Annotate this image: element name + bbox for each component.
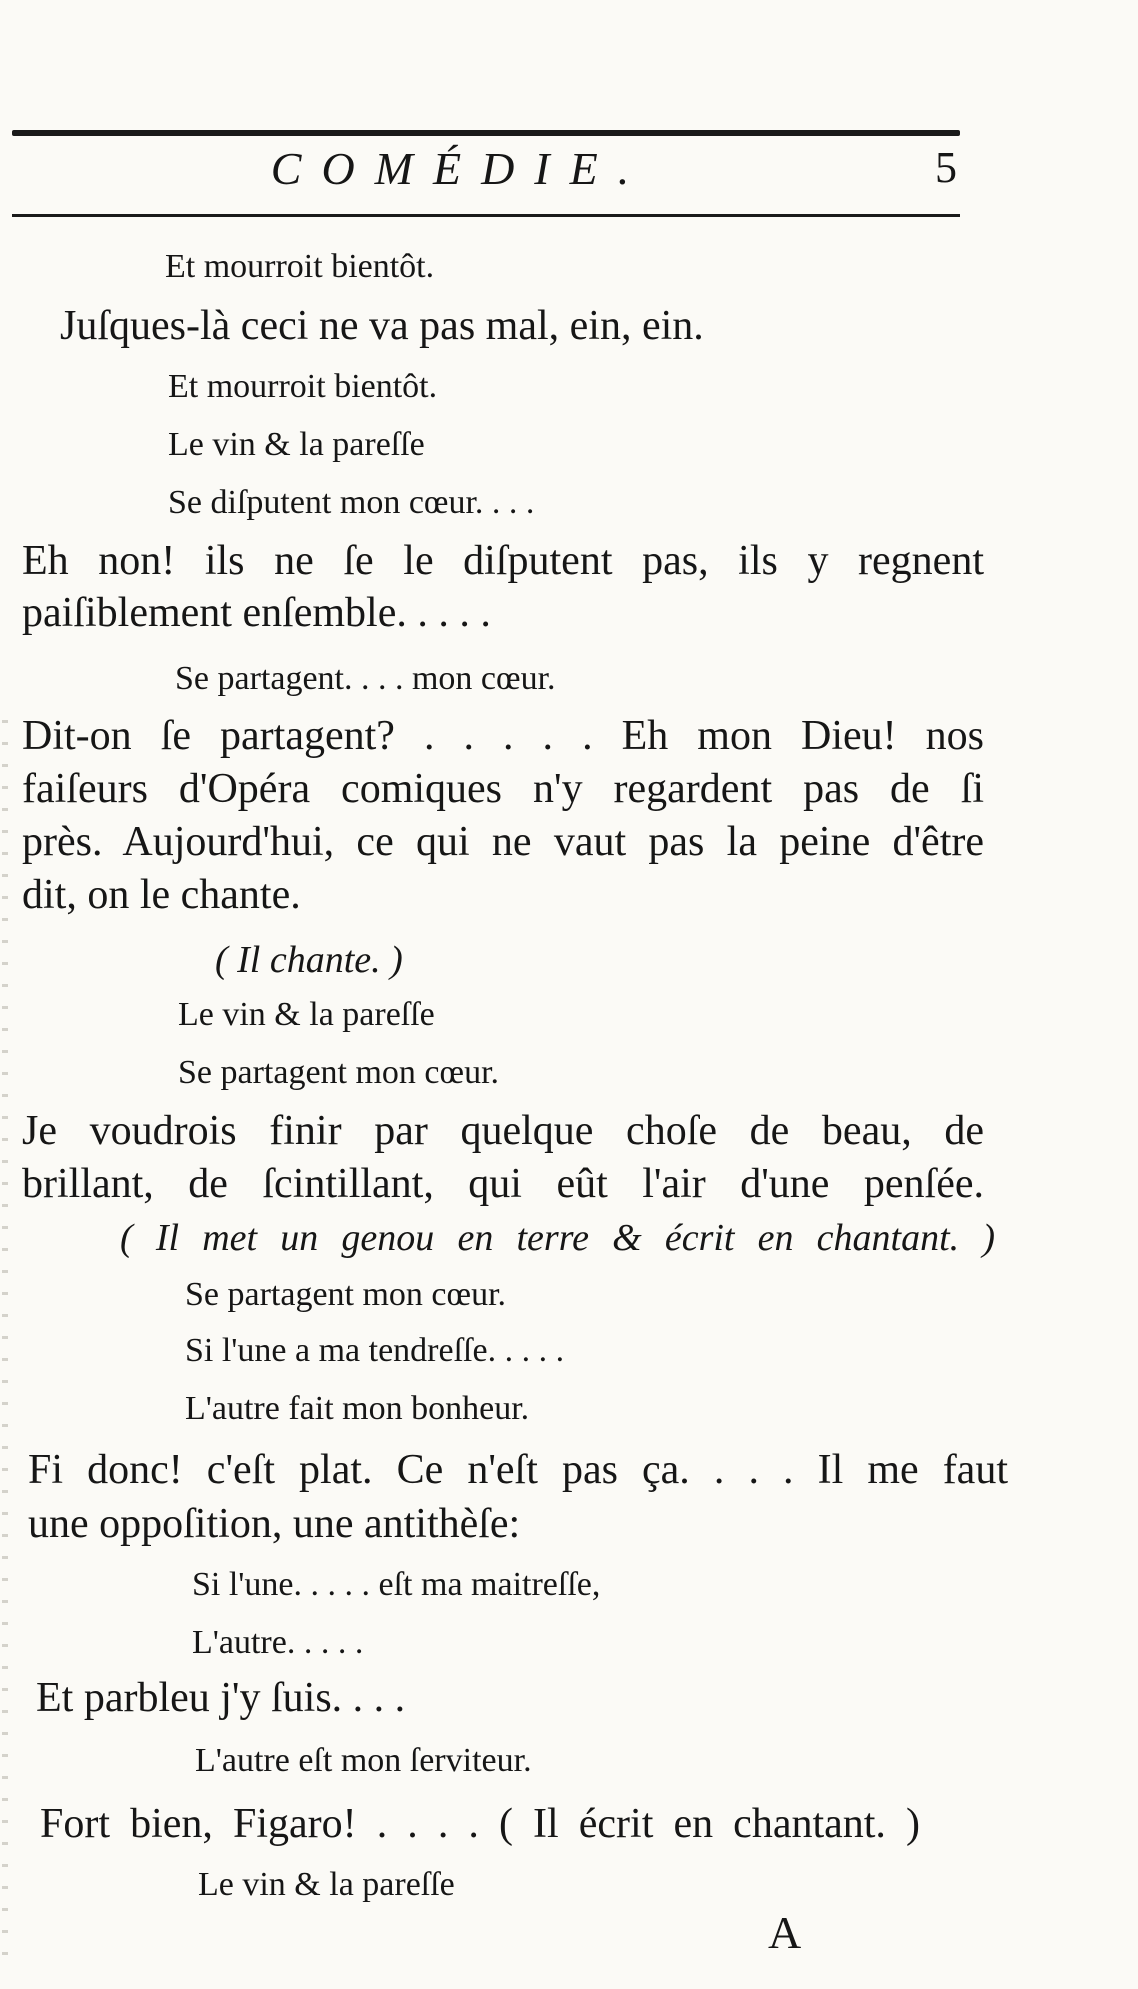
stage-direction: ( Il chante. ) — [215, 939, 403, 981]
song-line: L'autre. . . . . — [192, 1624, 364, 1661]
header-rule-bottom — [12, 214, 960, 217]
prose-line: brillant, de ſcintillant, qui eût l'air d'une penſée. — [22, 1161, 984, 1207]
song-line: L'autre eſt mon ſerviteur. — [195, 1742, 532, 1779]
song-line: Le vin & la pareſſe — [178, 996, 435, 1033]
prose-line: dit, on le chante. — [22, 872, 301, 918]
song-line: Se partagent. . . . mon cœur. — [175, 660, 556, 697]
prose-line: Juſques-là ceci ne va pas mal, ein, ein. — [60, 303, 704, 349]
prose-line: une oppoſition, une antithèſe: — [28, 1501, 521, 1547]
prose-line: paiſiblement enſemble. . . . . — [22, 590, 491, 636]
prose-line: Fi donc! c'eſt plat. Ce n'eſt pas ça. . . . Il me faut — [28, 1447, 1008, 1493]
prose-line: faiſeurs d'Opéra comiques n'y regardent pas de ſi — [22, 766, 984, 812]
song-line: Se partagent mon cœur. — [185, 1276, 507, 1313]
song-line: Le vin & la pareſſe — [168, 426, 425, 463]
prose-line: Fort bien, Figaro! . . . . ( Il écrit en chantant. ) — [40, 1801, 920, 1847]
signature-mark: A — [768, 1907, 802, 1958]
song-line: L'autre fait mon bonheur. — [185, 1390, 530, 1427]
header-rule-top — [12, 130, 960, 136]
song-line: Se diſputent mon cœur. . . . — [168, 484, 535, 521]
margin-bleed — [2, 720, 8, 1970]
prose-line: Dit-on ſe partagent? . . . . . Eh mon Dieu! nos — [22, 713, 984, 759]
song-line: Si l'une a ma tendreſſe. . . . . — [185, 1332, 565, 1369]
page-number: 5 — [935, 143, 957, 192]
song-line: Et mourroit bientôt. — [165, 248, 435, 285]
song-line: Et mourroit bientôt. — [168, 368, 438, 405]
song-line: Si l'une. . . . . eſt ma maitreſſe, — [192, 1566, 601, 1603]
song-line: Le vin & la pareſſe — [198, 1866, 455, 1903]
prose-line: Je voudrois finir par quelque choſe de beau, de — [22, 1108, 984, 1154]
running-head: COMÉDIE. — [270, 143, 650, 194]
prose-line: Eh non! ils ne ſe le diſputent pas, ils y regnent — [22, 538, 984, 584]
song-line: Se partagent mon cœur. — [178, 1054, 500, 1091]
prose-line: Et parbleu j'y ſuis. . . . — [36, 1675, 406, 1721]
stage-direction: ( Il met un genou en terre & écrit en chantant. ) — [120, 1217, 995, 1259]
prose-line: près. Aujourd'hui, ce qui ne vaut pas la peine d'être — [22, 819, 984, 865]
